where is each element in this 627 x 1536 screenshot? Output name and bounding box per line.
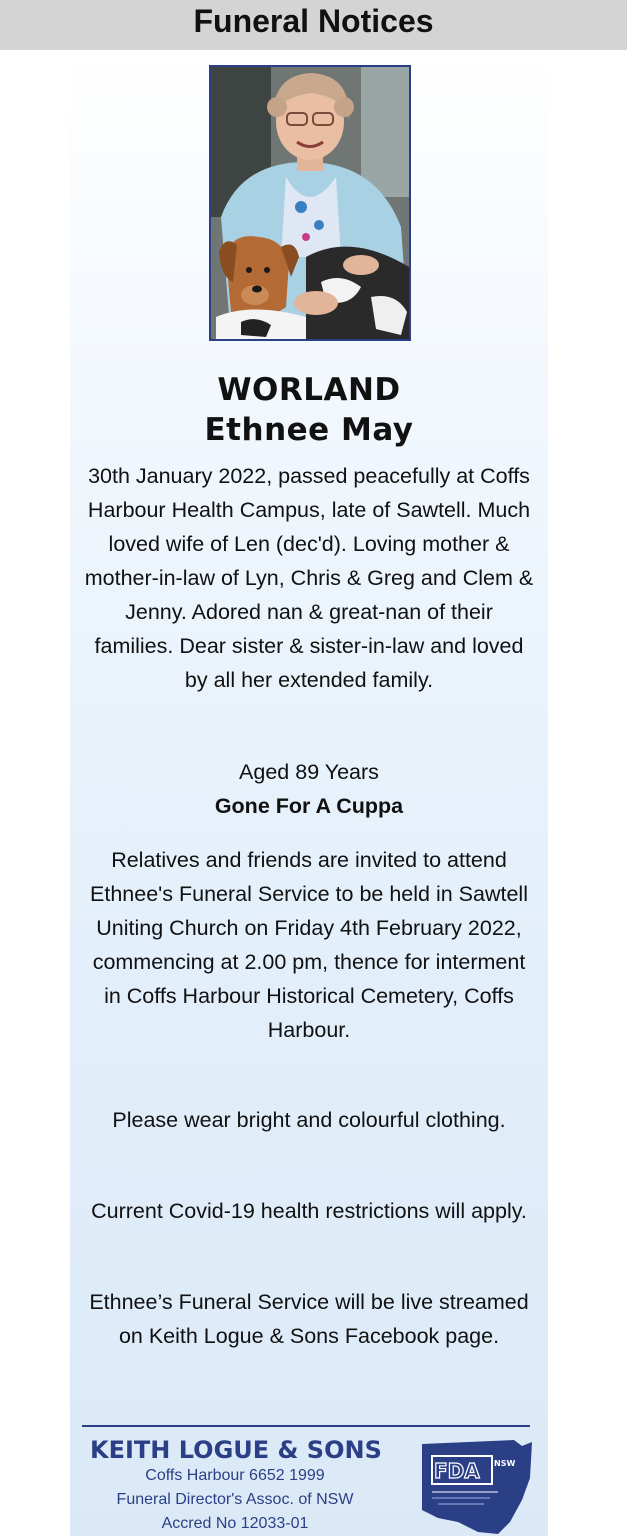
portrait-photo xyxy=(209,65,411,341)
livestream-notice-text: Ethnee’s Funeral Service will be live streamed on Keith Logue & Sons Facebook page. xyxy=(89,1290,529,1348)
section-title: Funeral Notices xyxy=(193,3,434,39)
age-text: Aged 89 Years xyxy=(239,760,379,784)
funeral-director-phone: Coffs Harbour 6652 1999 xyxy=(145,1467,325,1484)
service-details-text: Relatives and friends are invited to attend Ethnee's Funeral Service to be held in Sawtell Uniting Church on Friday 4th February 2022, commencing at 2.00 pm, thence for interment in Coffs Harbour Historical Cemetery, Coffs Harbour. xyxy=(90,848,528,1042)
fda-nsw-logo xyxy=(418,1438,536,1536)
death-announcement-text: 30th January 2022, passed peacefully at Coffs Harbour Health Campus, late of Sawtell. Much loved wife of Len (dec'd). Loving mother & mother-in-law of Lyn, Chris & Greg and Clem & Jenny. Adored nan & great-nan of their families. Dear sister & sister-in-law and loved by all her extended family. xyxy=(84,464,534,692)
dress-code-text: Please wear bright and colourful clothing. xyxy=(112,1108,506,1132)
fda-logo-text: FDA xyxy=(434,1459,480,1483)
funeral-director-accreditation: Accred No 12033-01 xyxy=(161,1515,309,1532)
covid-notice-text: Current Covid-19 health restrictions will apply. xyxy=(91,1199,527,1223)
deceased-surname: WORLAND xyxy=(217,372,401,408)
fda-logo-state: NSW xyxy=(494,1459,516,1468)
funeral-director-name: KEITH LOGUE & SONS xyxy=(90,1436,382,1464)
funeral-director-association: Funeral Director's Assoc. of NSW xyxy=(116,1491,354,1508)
tagline-text: Gone For A Cuppa xyxy=(214,794,404,818)
funeral-notice xyxy=(70,50,548,1536)
footer-divider xyxy=(82,1425,530,1427)
deceased-given-names: Ethnee May xyxy=(204,412,414,448)
